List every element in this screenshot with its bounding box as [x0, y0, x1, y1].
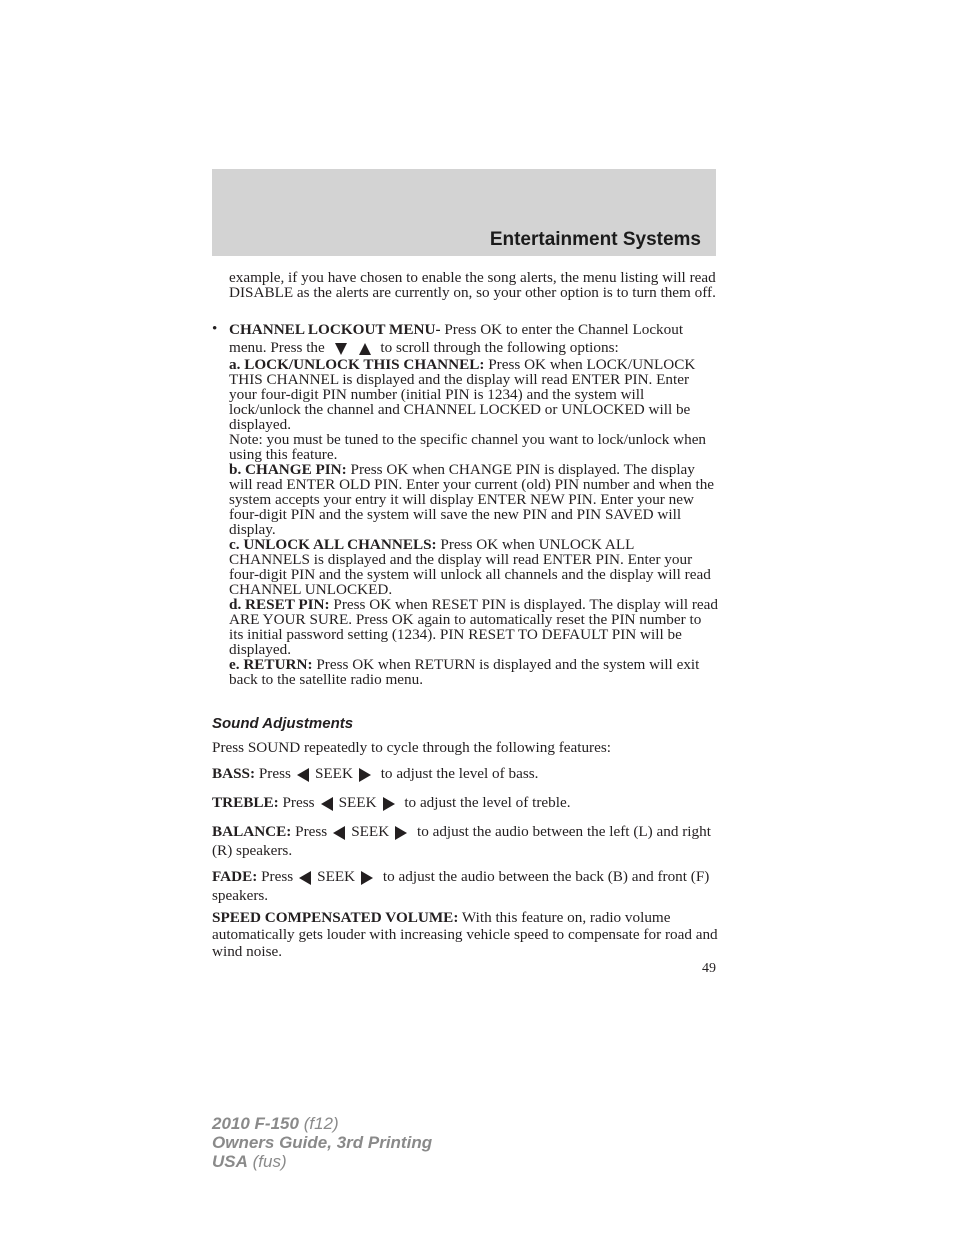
sound-intro — [212, 740, 718, 755]
channel-lockout-text-b: to scroll through the following options: — [380, 339, 619, 356]
lockout-item: e. RETURN: Press OK when RETURN is displayed and the system will exit back to the satellite radio menu. — [229, 656, 700, 688]
fade-row: FADE: Press SEEK to adjust the audio between the back (B) and front (F) speakers. — [212, 868, 710, 904]
sound-adjustments-heading: Sound Adjustments — [212, 715, 354, 732]
channel-lockout-section — [212, 321, 718, 687]
arrow-down-icon — [335, 343, 347, 355]
treble-row: TREBLE: Press SEEK to adjust the level of treble. — [212, 794, 571, 811]
bass-row: BASS: Press SEEK to adjust the level of bass. — [212, 765, 539, 782]
section-header-bar — [212, 169, 716, 256]
section-title: Entertainment Systems — [489, 229, 701, 250]
lockout-item: d. RESET PIN: Press OK when RESET PIN is displayed. The display will read ARE YOUR SURE. Press OK again to automatically reset the PIN number to its initial password setting (1234). PIN RESET TO DEFAULT PIN will be displayed. — [229, 596, 718, 658]
arrow-up-icon — [359, 343, 371, 355]
arrow-right-icon — [383, 797, 395, 811]
channel-lockout-text-a: Press OK to enter the Channel Lockout menu. Press the — [229, 321, 684, 356]
intro-paragraph — [212, 270, 735, 300]
arrow-left-icon — [321, 797, 333, 811]
channel-lockout-label: CHANNEL LOCKOUT MENU- — [229, 321, 441, 338]
bullet-dot: • — [212, 320, 218, 337]
lockout-item: a. LOCK/UNLOCK THIS CHANNEL: Press OK when LOCK/UNLOCK THIS CHANNEL is displayed and the display will read ENTER PIN. Enter your four-digit PIN number (initial PIN is 1234) and the system will lock/unlock the channel and CHANNEL LOCKED or UNLOCKED will be displayed. — [229, 356, 696, 433]
arrow-left-icon — [299, 871, 311, 885]
arrow-left-icon — [297, 768, 309, 782]
intro-text: example, if you have chosen to enable the song alerts, the menu listing will read DISABLE as the alerts are currently on, so your other option is to turn them off. — [229, 269, 716, 301]
arrow-right-icon — [361, 871, 373, 885]
lockout-item: b. CHANGE PIN: Press OK when CHANGE PIN is displayed. The display will read ENTER OLD PIN. Enter your current (old) PIN number and when the system accepts your entry it will display ENTER NEW PIN. Enter your new four-digit PIN and the system will save the new PIN and PIN SAVED will display. — [229, 461, 715, 538]
balance-row: BALANCE: Press SEEK to adjust the audio between the left (L) and right (R) speakers. — [212, 823, 711, 859]
footer-imprint: 2010 F-150 (f12) Owners Guide, 3rd Printing USA (fus) — [212, 1114, 433, 1171]
arrow-left-icon — [333, 826, 345, 840]
lockout-item: c. UNLOCK ALL CHANNELS: Press OK when UNLOCK ALL CHANNELS is displayed and the display will read ENTER PIN. Enter your four-digit PIN and the system will unlock all channels and the display will read CHANNEL UNLOCKED. — [229, 536, 711, 598]
speed-compensated-row: SPEED COMPENSATED VOLUME: With this feature on, radio volume automatically gets louder with increasing vehicle speed to compensate for road and wind noise. — [212, 909, 718, 960]
page-number: 49 — [702, 961, 716, 976]
lockout-note: Note: you must be tuned to the specific channel you want to lock/unlock when using this feature. — [229, 431, 707, 463]
arrow-right-icon — [395, 826, 407, 840]
sound-intro-text: Press SOUND repeatedly to cycle through the following features: — [212, 739, 611, 756]
arrow-right-icon — [359, 768, 371, 782]
lockout-item-list — [229, 357, 718, 687]
channel-lockout-bullet — [212, 321, 718, 687]
